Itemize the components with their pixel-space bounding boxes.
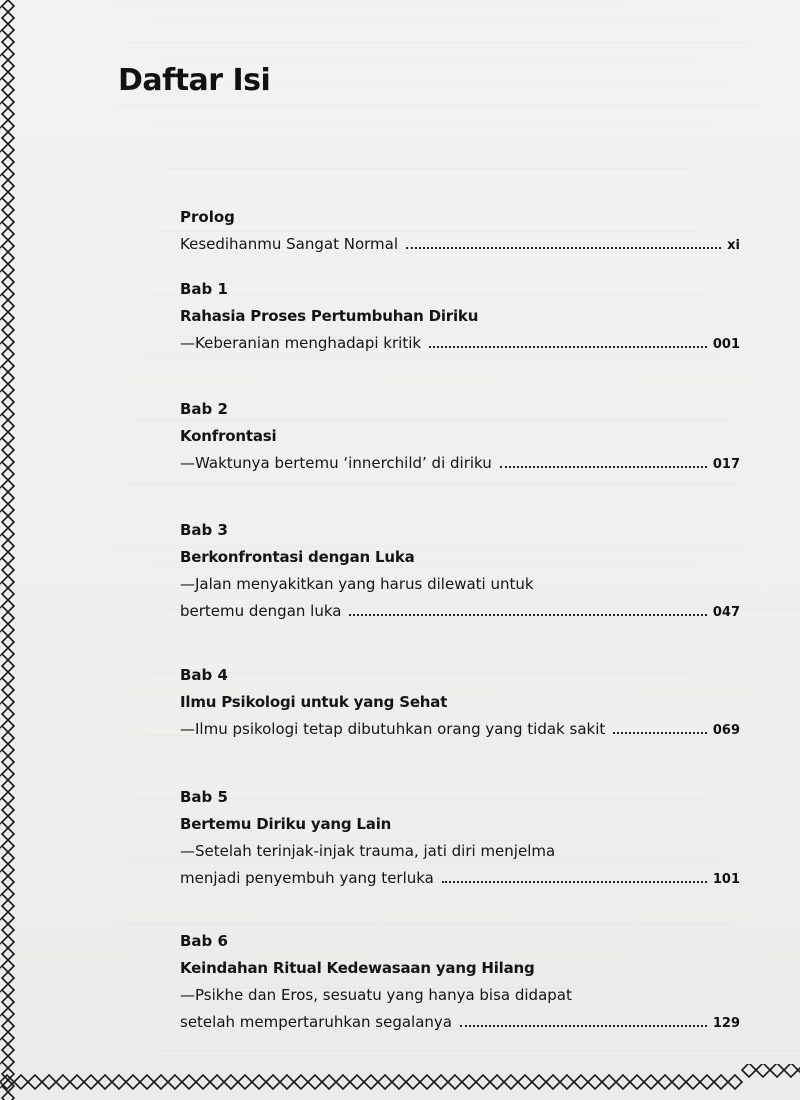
entry-subtitle: —Ilmu psikologi tetap dibutuhkan orang yang tidak sakit — [180, 720, 606, 738]
page-number: 101 — [712, 872, 740, 887]
entry-subtitle: Kesedihanmu Sangat Normal — [180, 235, 398, 253]
toc-entry-bab-6[interactable] — [180, 928, 740, 1037]
toc-entry-bab-4[interactable] — [180, 662, 740, 744]
entry-subtitle: —Waktunya bertemu ‘innerchild’ di diriku — [180, 454, 492, 472]
chapter-title: Konfrontasi — [180, 427, 277, 445]
leader-dots — [406, 247, 721, 249]
entry-label: Bab 5 — [180, 788, 228, 806]
toc-entry-prolog[interactable] — [180, 204, 740, 259]
entry-subtitle: —Psikhe dan Eros, sesuatu yang hanya bisa didapat — [180, 986, 572, 1004]
entry-label: Bab 3 — [180, 521, 228, 539]
left-ornamental-border — [0, 0, 60, 1100]
chapter-title: Bertemu Diriku yang Lain — [180, 815, 392, 833]
chapter-title: Berkonfrontasi dengan Luka — [180, 548, 415, 566]
chapter-title: Rahasia Proses Pertumbuhan Diriku — [180, 307, 479, 325]
bottom-ornamental-border — [0, 1064, 800, 1100]
leader-dots — [500, 466, 707, 468]
entry-line — [180, 231, 740, 259]
leader-dots — [613, 732, 707, 734]
chapter-title: Ilmu Psikologi untuk yang Sehat — [180, 693, 448, 711]
entry-line — [180, 598, 740, 626]
page-number: 017 — [712, 457, 740, 472]
entry-line — [180, 450, 740, 478]
entry-line — [180, 330, 740, 358]
entry-label: Prolog — [180, 208, 235, 226]
entry-label: Bab 6 — [180, 932, 228, 950]
toc-entry-bab-3[interactable] — [180, 517, 740, 626]
entry-subtitle-cont: menjadi penyembuh yang terluka — [180, 869, 434, 887]
entry-subtitle-cont: setelah mempertaruhkan segalanya — [180, 1013, 452, 1031]
page-number: xi — [727, 238, 740, 253]
page-number: 047 — [712, 605, 740, 620]
page-title: Daftar Isi — [118, 63, 271, 98]
toc-entry-bab-2[interactable] — [180, 396, 740, 478]
entry-subtitle: —Setelah terinjak-injak trauma, jati diri menjelma — [180, 842, 556, 860]
entry-label: Bab 1 — [180, 280, 228, 298]
leader-dots — [349, 614, 706, 616]
toc-entry-bab-1[interactable] — [180, 276, 740, 358]
page-number: 069 — [712, 723, 740, 738]
toc-entry-bab-5[interactable] — [180, 784, 740, 893]
entry-line — [180, 865, 740, 893]
page-number: 001 — [712, 337, 740, 352]
entry-subtitle: —Keberanian menghadapi kritik — [180, 334, 422, 352]
entry-subtitle: —Jalan menyakitkan yang harus dilewati untuk — [180, 575, 534, 593]
leader-dots — [429, 346, 707, 348]
entry-label: Bab 2 — [180, 400, 228, 418]
leader-dots — [442, 881, 707, 883]
entry-line — [180, 1009, 740, 1037]
entry-label: Bab 4 — [180, 666, 228, 684]
entry-line — [180, 716, 740, 744]
page-number: 129 — [712, 1016, 740, 1031]
entry-subtitle-cont: bertemu dengan luka — [180, 602, 342, 620]
leader-dots — [460, 1025, 707, 1027]
chapter-title: Keindahan Ritual Kedewasaan yang Hilang — [180, 959, 535, 977]
